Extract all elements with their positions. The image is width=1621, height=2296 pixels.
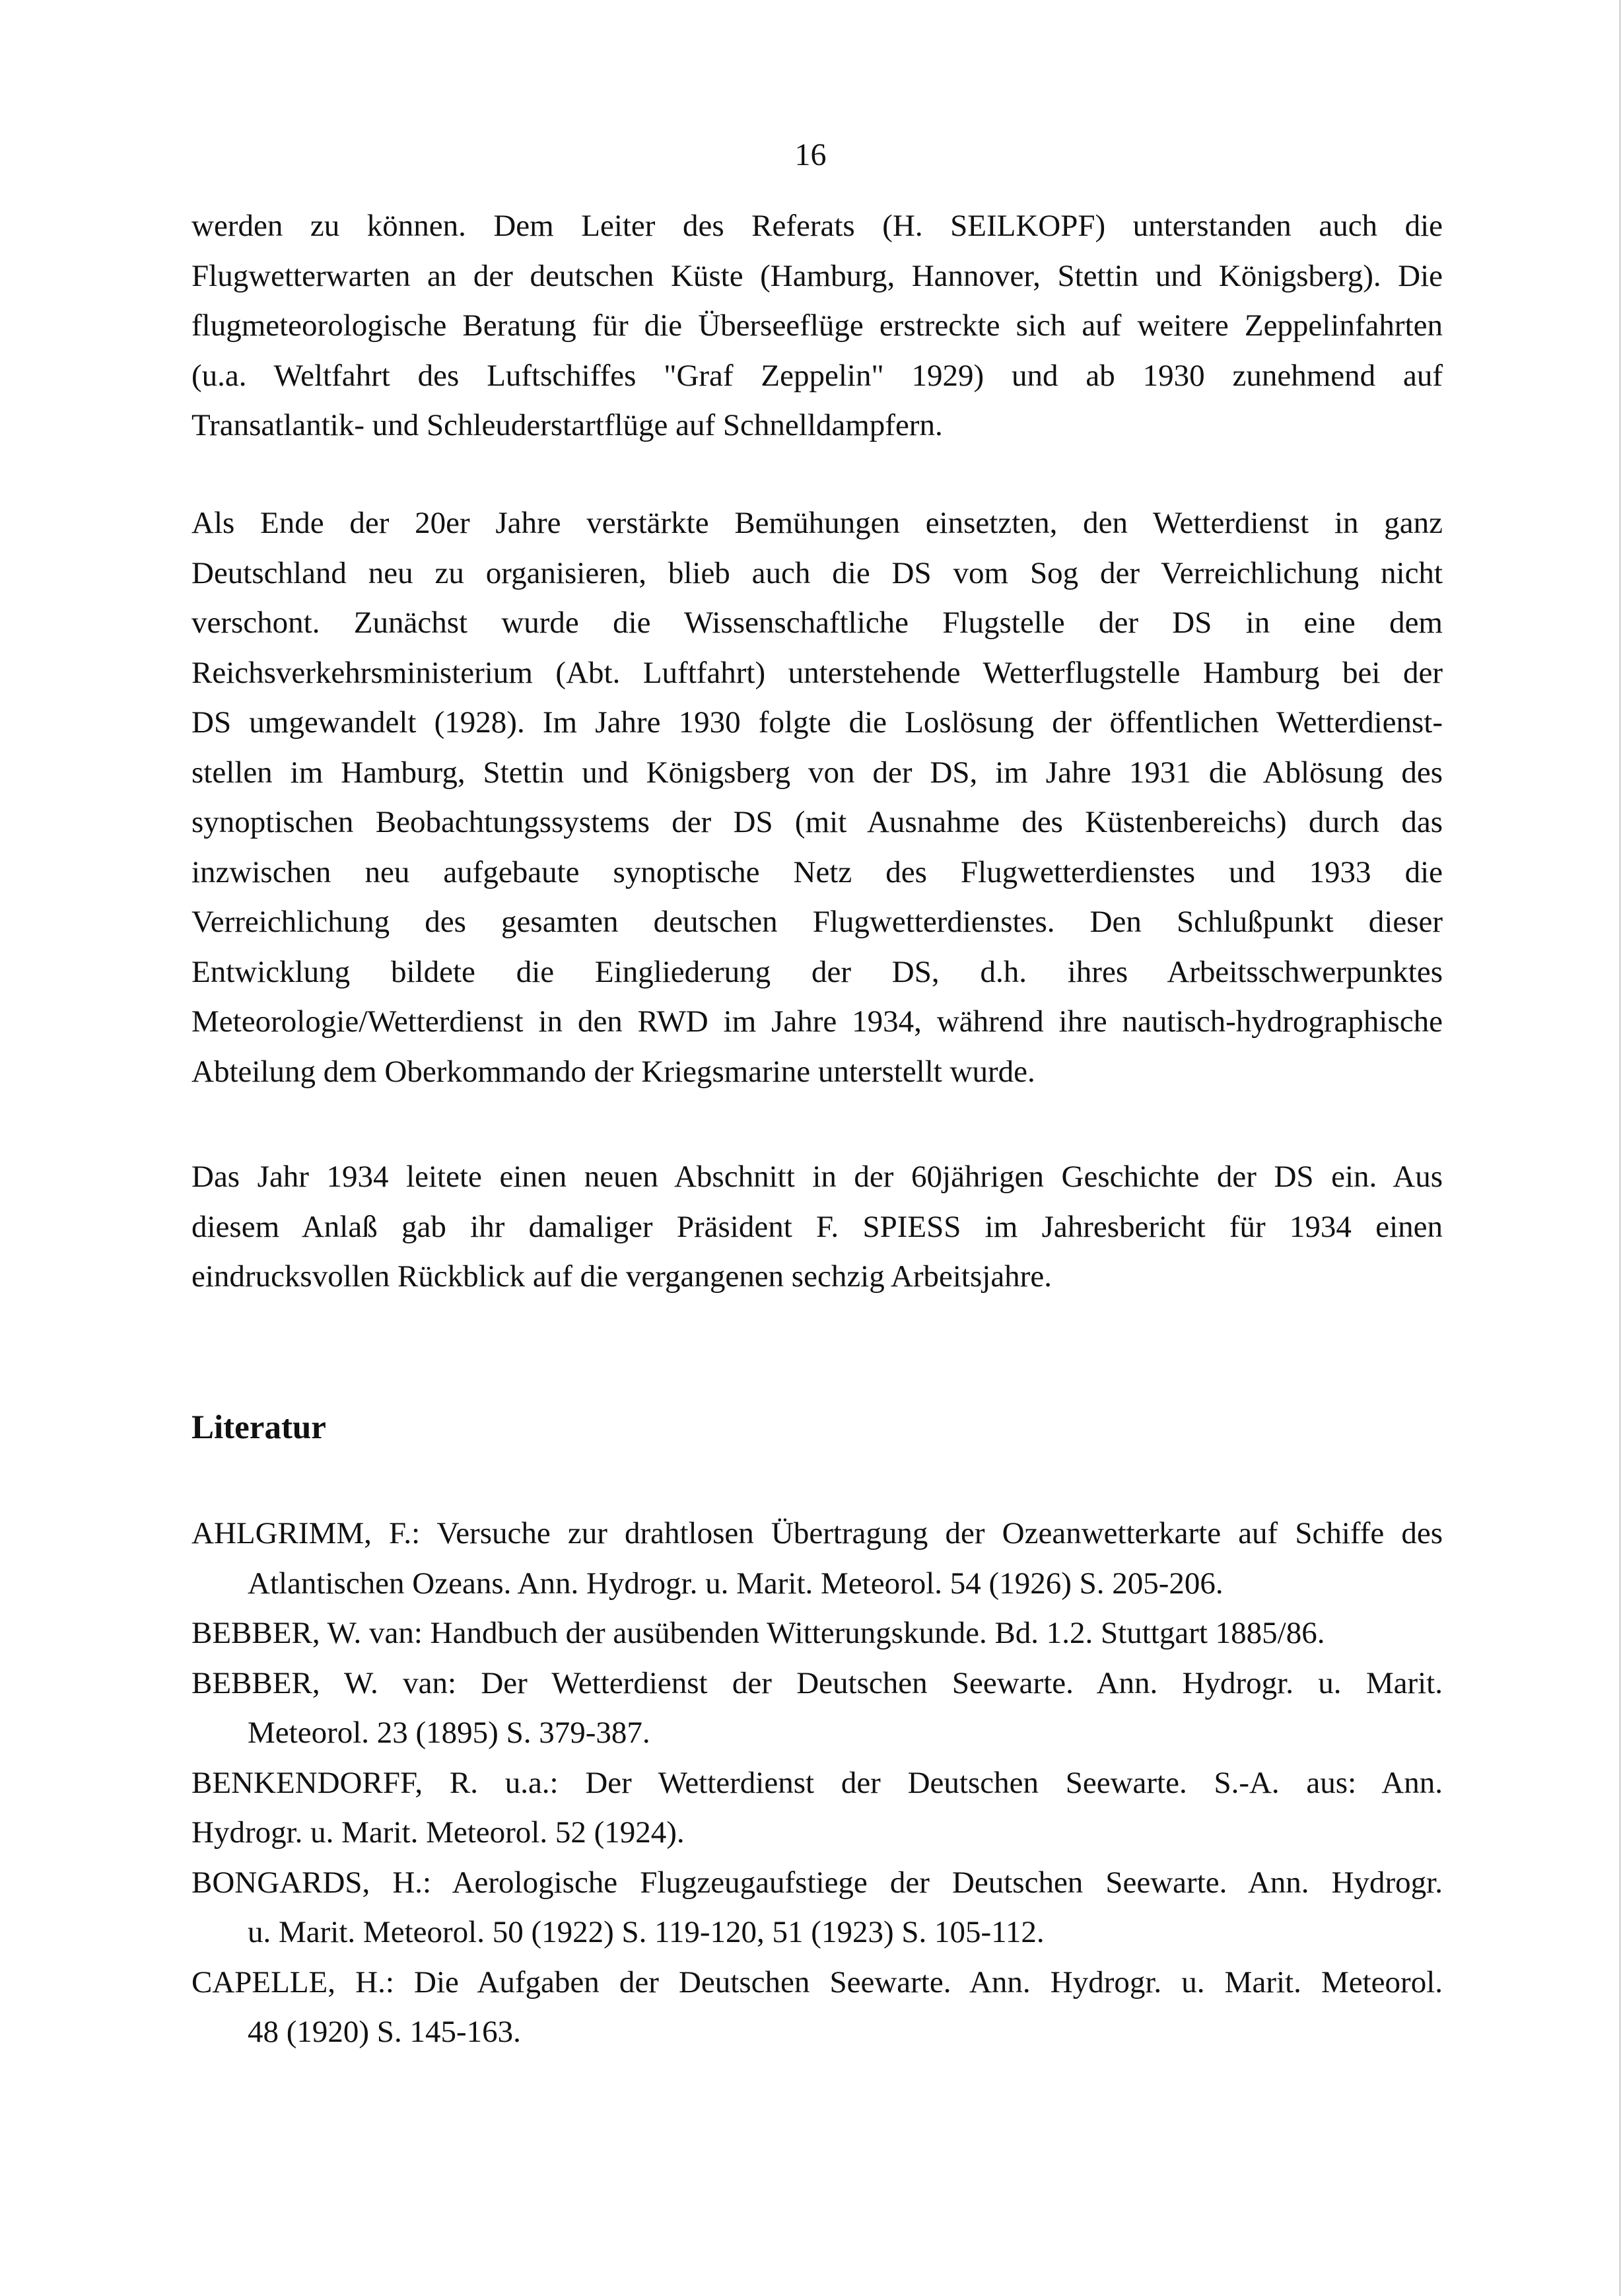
text-line: Entwicklung bildete die Eingliederung der DS, d.h. ihres Arbeitsschwerpunktes	[191, 954, 1443, 989]
reference-line: u. Marit. Meteorol. 50 (1922) S. 119-120, 51 (1923) S. 105-112.	[248, 1915, 1045, 1949]
paragraph-3	[191, 1152, 1443, 1302]
text-line: diesem Anlaß gab ihr damaliger Präsident F. SPIESS im Jahresbericht für 1934 einen	[191, 1209, 1443, 1244]
text-line: Abteilung dem Oberkommando der Kriegsmarine unterstellt wurde.	[191, 1054, 1035, 1089]
reference-line: Hydrogr. u. Marit. Meteorol. 52 (1924).	[191, 1815, 685, 1850]
text-line: inzwischen neu aufgebaute synoptische Netz des Flugwetterdienstes und 1933 die	[191, 854, 1443, 889]
reference-line: BONGARDS, H.: Aerologische Flugzeugaufstiege der Deutschen Seewarte. Ann. Hydrogr.	[191, 1865, 1443, 1900]
reference-line: 48 (1920) S. 145-163.	[248, 2015, 521, 2049]
reference-entry-ahlgrimm	[191, 1509, 1443, 1609]
text-line: Verreichlichung des gesamten deutschen Flugwetterdienstes. Den Schlußpunkt dieser	[191, 905, 1443, 939]
text-line: stellen im Hamburg, Stettin und Königsberg von der DS, im Jahre 1931 die Ablösung des	[191, 755, 1443, 790]
reference-line: BENKENDORFF, R. u.a.: Der Wetterdienst der Deutschen Seewarte. S.-A. aus: Ann.	[191, 1765, 1443, 1800]
text-line: flugmeteorologische Beratung für die Überseeflüge erstreckte sich auf weitere Zeppelinfahrten	[191, 308, 1443, 343]
reference-entry-benkendorff	[191, 1758, 1443, 1858]
reference-line: Meteorol. 23 (1895) S. 379-387.	[248, 1716, 650, 1750]
reference-entry-bebber-2	[191, 1659, 1443, 1758]
text-line: DS umgewandelt (1928). Im Jahre 1930 folgte die Loslösung der öffentlichen Wetterdienst-	[191, 705, 1443, 740]
paragraph-2	[191, 499, 1443, 1097]
text-line: Deutschland neu zu organisieren, blieb auch die DS vom Sog der Verreichlichung nicht	[191, 555, 1443, 590]
page-number: 16	[794, 137, 827, 172]
paragraph-1	[191, 201, 1443, 451]
text-line: Meteorologie/Wetterdienst in den RWD im Jahre 1934, während ihre nautisch-hydrographische	[191, 1004, 1443, 1039]
text-line: Transatlantik- und Schleuderstartflüge auf Schnelldampfern.	[191, 408, 943, 442]
reference-line: CAPELLE, H.: Die Aufgaben der Deutschen Seewarte. Ann. Hydrogr. u. Marit. Meteorol.	[191, 1965, 1443, 2000]
literature-heading: Literatur	[191, 1409, 326, 1446]
text-line: synoptischen Beobachtungssystems der DS (mit Ausnahme des Küstenbereichs) durch das	[191, 805, 1443, 839]
text-line: Das Jahr 1934 leitete einen neuen Abschnitt in der 60jährigen Geschichte der DS ein. Aus	[191, 1160, 1443, 1194]
text-line: eindrucksvollen Rückblick auf die vergangenen sechzig Arbeitsjahre.	[191, 1259, 1052, 1294]
text-line: Reichsverkehrsministerium (Abt. Luftfahrt) unterstehende Wetterflugstelle Hamburg bei der	[191, 655, 1443, 690]
reference-entry-capelle	[191, 1958, 1443, 2058]
reference-line: Atlantischen Ozeans. Ann. Hydrogr. u. Marit. Meteorol. 54 (1926) S. 205-206.	[248, 1566, 1224, 1601]
text-line: Als Ende der 20er Jahre verstärkte Bemühungen einsetzten, den Wetterdienst in ganz	[191, 506, 1443, 540]
text-line: Flugwetterwarten an der deutschen Küste (Hamburg, Hannover, Stettin und Königsberg). Die	[191, 258, 1443, 293]
reference-entry-bebber-1	[191, 1609, 1443, 1659]
text-line: (u.a. Weltfahrt des Luftschiffes "Graf Zeppelin" 1929) und ab 1930 zunehmend auf	[191, 358, 1443, 393]
text-line: werden zu können. Dem Leiter des Referats (H. SEILKOPF) unterstanden auch die	[191, 209, 1443, 243]
text-line: verschont. Zunächst wurde die Wissenschaftliche Flugstelle der DS in eine dem	[191, 606, 1443, 640]
reference-entry-bongards	[191, 1858, 1443, 1958]
reference-list	[191, 1509, 1443, 2058]
reference-line: BEBBER, W. van: Handbuch der ausübenden Witterungskunde. Bd. 1.2. Stuttgart 1885/86.	[191, 1616, 1325, 1650]
reference-line: BEBBER, W. van: Der Wetterdienst der Deutschen Seewarte. Ann. Hydrogr. u. Marit.	[191, 1665, 1443, 1700]
reference-line: AHLGRIMM, F.: Versuche zur drahtlosen Übertragung der Ozeanwetterkarte auf Schiffe des	[191, 1516, 1443, 1550]
